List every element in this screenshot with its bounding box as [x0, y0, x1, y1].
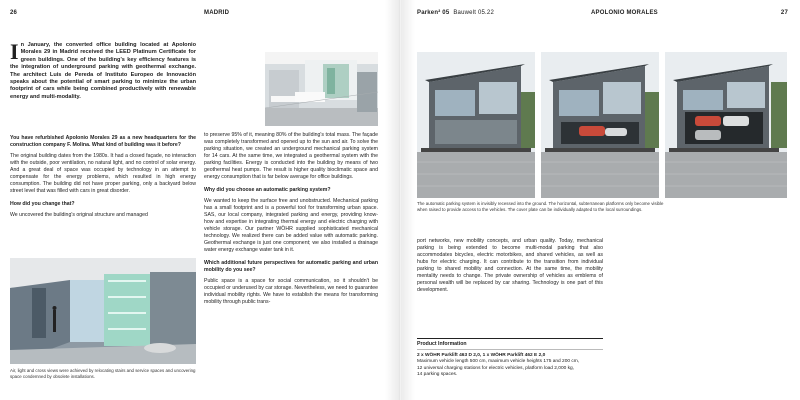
answer-3: We wanted to keep the surface free and unobstructed. Mechanical parking has a small footprint and is a powerful tool for transforming urban space. SAS, our local company, integrated parking and energy, providing know-how and expertise in integrating thermal energy and electric charging with vehicle storage. Our partner WÖHR supplied sophisticated mechanical technology. We realized there can be added value with automatic parking. Geothermal exchange is just one component; we also installed a drainage water energy exchange water tank in it.	[204, 198, 378, 253]
product-information-box	[417, 338, 603, 378]
product-info-line-1: Maximum vehicle length 500 cm, maximum vehicle heights 175 and 200 cm,	[417, 359, 580, 365]
product-info-line-2: 12 universal charging stations for electric vehicles, platform load 2,000 kg,	[417, 365, 575, 371]
answer-4: Public space is a space for social communication, so it shouldn't be occupied or underused by car storage. Nevertheless, we need to guarantee individual mobility rights. We have to establish the means for transforming mobility through public trans-	[204, 278, 378, 305]
section-title-right: APOLONIO MORALES	[591, 10, 658, 16]
magazine-header	[417, 10, 494, 16]
page-number-left: 26	[10, 10, 18, 16]
question-1: You have refurbished Apolonio Morales 29 as a new headquarters for the construction company F. Molina. What kind of building was it before?	[10, 135, 196, 148]
gutter-shadow	[401, 0, 415, 400]
answer-2: We uncovered the building's original structure and managed	[10, 212, 148, 218]
article-continuation	[417, 238, 603, 298]
product-info-title: Product Information	[417, 338, 603, 350]
drop-cap: I	[10, 39, 19, 64]
magazine-name: Parken² 05	[417, 10, 450, 16]
right-page	[400, 0, 800, 400]
section-title-left: MADRID	[204, 10, 230, 16]
gutter-shadow	[385, 0, 399, 400]
product-info-line-3: 14 parking spaces.	[417, 371, 458, 377]
parking-photo-closed	[417, 52, 535, 198]
article-column-1	[10, 129, 196, 223]
continuation-text: port networks, new mobility concepts, and urban quality. Today, mechanical parking is being extended to become multi-modal parking that also accommodates bicycles, electric motorbikes, and shared vehicles, as well as hubs for electric charging. It can contribute to the transition from individual parking to shared mobility and connection. At the same time, the mobility mentality needs to change. The private ownership of vehicles as emblems of personal wealth will be replaced by car sharing. Technology is one part of this development.	[417, 238, 603, 293]
parking-photo-open	[665, 52, 787, 198]
corridor-caption: Air, light and cross views were achieved by relocating stairs and service spaces and uncovering space condemned by obsolete installations.	[10, 368, 196, 379]
intro-lead	[10, 39, 196, 101]
question-3: Why did you choose an automatic parking system?	[204, 187, 331, 193]
article-column-2	[204, 132, 378, 310]
issue-label: Bauwelt 05.22	[453, 10, 494, 16]
parking-photo-rising	[541, 52, 659, 198]
question-4: Which additional future perspectives for automatic parking and urban mobility do you see?	[204, 260, 378, 273]
answer-2-continued: to preserve 95% of it, meaning 80% of the building's total mass. The façade was completely transformed and opened up to the sun and air. To solve the parking situation, we created an underground mechanical parking system for 14 cars. At the same time, we integrated a geothermal system with the parking facilities. Energy is conducted into the building by means of two geothermal heat pumps. The result is higher quality bioclimatic space and energy consumption that is far below average for office buildings.	[204, 132, 378, 180]
page-number-right: 27	[780, 10, 788, 16]
question-2: How did you change that?	[10, 201, 75, 207]
intro-text: n January, the converted office building located at Apolonio Morales 29 in Madrid received the LEED Platinum Certificate for green buildings. One of the building's key efficiency features is the integration of underground parking with geothermal exchange. The architect Luis de Pereda of Instituto Europeo de Innovación speaks about the potential of smart parking to minimize the urban footprint of cars while being combined productively with renewable energy and multi-modality.	[10, 42, 196, 100]
office-interior-photo	[265, 52, 378, 126]
product-info-subtitle: 2 x WÖHR Parklift 463 D 2,0, 1 x WÖHR Parklift 462 E 2,0	[417, 353, 546, 359]
parking-caption: The automatic parking system is invisibly recessed into the ground. The horizontal, subterranean platforms only become visible when raised to provide access to the vehicles. The cover plate can be individually adapted to the local surroundings.	[417, 201, 664, 212]
answer-1: The original building dates from the 1980s. It had a closed façade, no interaction with the outside, poor ventilation, no natural light, and no control of solar energy. And a great deal of space was occupied by technology in an attempt to compensate for the energy problems, which resulted in high energy consumption. The building did not have proper parking, only a backyard below street level that was filled with cars in great disorder.	[10, 153, 196, 194]
corridor-photo	[10, 258, 196, 364]
